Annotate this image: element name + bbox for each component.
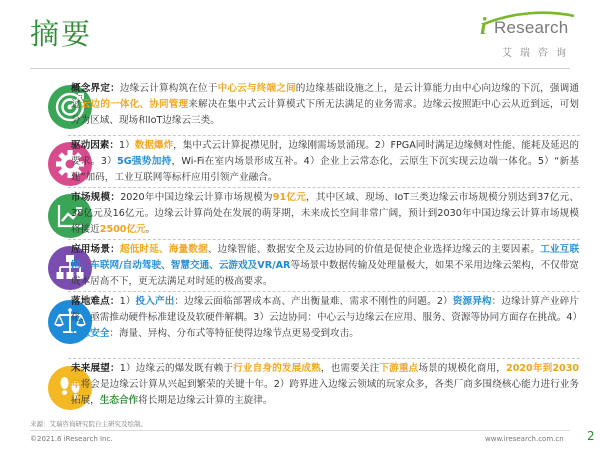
highlight: 下游重点 [379,363,419,374]
iresearch-logo [478,14,578,60]
logo-i: i [480,14,487,40]
section-divider [68,358,580,359]
section-label: 概念界定： [71,83,120,94]
section-text: 落地难点：1）投入产出：边缘云面临部署成本高、产出衡量难、需求不刚性的问题。2）资源异构：边缘计算产业碎片化，亟需推动硬件标准建设及软硬件解耦。3）云边协同：中心云与边缘云在应用、服务、资源等协同方面存在挑战。4）边缘安全：海量、异构、分布式等特征使得边缘节点更易受到攻击。 [71,296,583,339]
section-label: 未来展望： [71,363,120,374]
footer-divider [30,430,570,431]
section-text: 应用场景：超低时延、海量数据、边缘智能、数据安全及云边协同的价值是促使企业选择边缘云的主要因素。工业互联网、车联网/自动驾驶、智慧交通、云游戏及VR/AR等场景中数据传输及处理量极大，如果不采用边缘云架构，不仅带宽成本居高不下，更无法满足对时延的极高要求。 [71,244,580,287]
highlight: 超低时延、海量数据 [119,244,208,255]
section-label: 市场规模： [71,192,121,203]
page-title: 摘要 [30,17,93,51]
highlight: 工业互联网、车联网/自动驾驶、智慧交通、云游戏及VR/AR [71,244,580,271]
logo-wordmark: Research [494,18,569,37]
section-label: 落地难点： [71,296,120,307]
section-text: 未来展望：1）边缘云的爆发既有赖于行业自身的发展成熟，也需要关注下游重点场景的规模化商用，2020年到2030年将会是边缘云计算从兴起到繁荣的关键十年。2）跨界进入边缘云领域的玩家众多，各类厂商多围绕核心能力进行业务拓展，生态合作将长期是边缘云计算的主旋律。 [71,363,580,406]
copyright: ©2021.6 iResearch Inc. [30,435,113,443]
highlight: 中心云与终端之间 [217,83,296,94]
website-link[interactable]: www.iresearch.com.cn [485,435,564,443]
section-text: 概念界定：边缘云计算构筑在位于中心云与终端之间的边缘基础设施之上，是云计算能力由中心向边缘的下沉，强调通过云边的一体化、协同管理来解决在集中式云计算模式下所无法满足的业务需求。边缘云按照距中心云从近到远，可划分为区域、现场和IoT边缘云三类。 [71,83,580,126]
logo-chinese: 艾瑞咨询 [502,48,574,59]
page-number: 2 [587,429,595,443]
highlight: 云边的一体化、协同管理 [80,98,189,110]
highlight: 边缘安全 [71,327,110,339]
highlight: 数据爆炸 [134,140,174,151]
highlight: 5G强势加持 [117,155,172,167]
highlight: 生态合作 [99,394,139,406]
section-text: 驱动因素：1）数据爆炸，集中式云计算捉襟见肘，边缘刚需场景涌现。2）FPGA同时满足边缘侧对性能、能耗及延迟的要求。3）5G强势加持，Wi-Fi在室内场景形成互补。4）企业上云常态化，云原生下沉实现云边端一体化。5）“新基建”加码，工业互联网等标杆应用引领产业融合。 [71,140,580,183]
highlight: 投入产出 [135,296,175,307]
source-note: 来源：艾瑞咨询研究院自主研究及绘制。 [30,420,147,428]
section-label: 驱动因素： [71,140,120,151]
highlight: 91亿元 [272,192,307,203]
highlight: 行业自身的发展成熟 [233,363,321,374]
highlight: 资源异构 [452,296,492,307]
highlight: 2500亿元 [99,223,146,235]
header-divider [30,68,570,69]
section-divider [68,239,580,240]
section-divider [68,187,580,188]
section-text: 市场规模：2020年中国边缘云计算市场规模为91亿元，其中区域、现场、IoT三类边缘云市场规模分别达到37亿元、38亿元及16亿元。边缘云计算尚处在发展的萌芽期，未来成长空间非常广阔，预计到2030年中国边缘云计算市场规模将接近2500亿元。 [71,192,580,235]
section-divider [68,291,580,292]
section-divider [68,135,580,136]
highlight: 2020年到2030年 [71,363,580,390]
section-label: 应用场景： [71,244,120,255]
